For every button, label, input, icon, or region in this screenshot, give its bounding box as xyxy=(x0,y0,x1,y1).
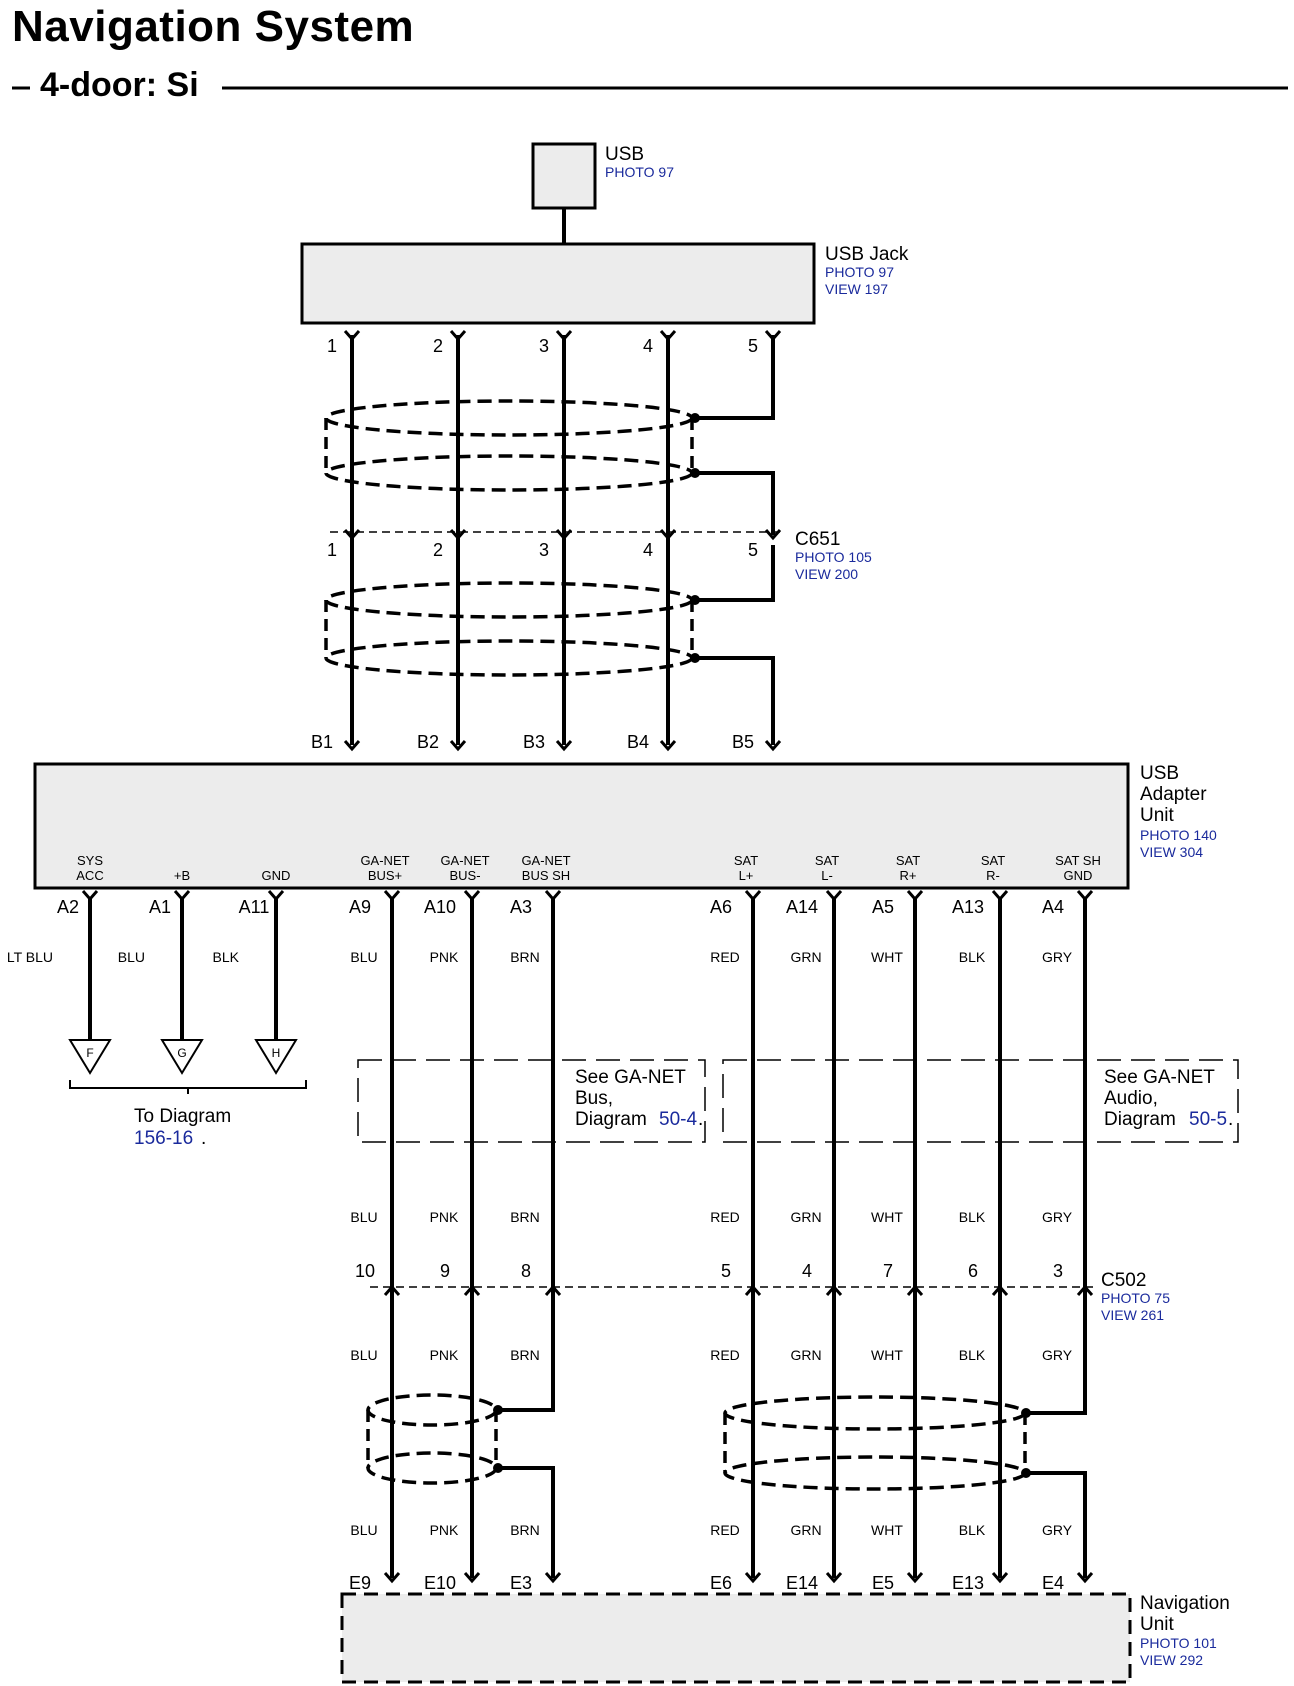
nav-e-pin-label: E13 xyxy=(951,1573,985,1593)
offpage-ref-letter: F xyxy=(86,1046,94,1060)
wire-color-label: PNK xyxy=(429,949,459,965)
navigation-unit-photo-link: PHOTO 101 xyxy=(1140,1635,1217,1651)
usb-shield-drain-wire xyxy=(695,335,773,418)
adapter-a-pin-label: A10 xyxy=(423,897,457,917)
adapter-sat-func-label: SAT xyxy=(814,853,840,868)
wire-color-label: WHT xyxy=(871,1522,903,1538)
ganet-bus-note-text: Diagram xyxy=(575,1109,647,1130)
nav-e-pin-label: E3 xyxy=(509,1573,533,1593)
usb-jack-pin-label: 1 xyxy=(326,336,338,356)
wire-color-label: GRN xyxy=(790,1347,822,1363)
offpage-ref-letter: H xyxy=(271,1046,281,1060)
usb-jack-pin-label: 4 xyxy=(642,336,654,356)
adapter-a-pin-label: A4 xyxy=(1041,897,1065,917)
nav-e-pin-label: E5 xyxy=(871,1573,895,1593)
wire-color-label: PNK xyxy=(429,1209,459,1225)
adapter-a-pin-label: A13 xyxy=(951,897,985,917)
usb-jack-label: USB Jack xyxy=(825,244,909,265)
wire-color-label: RED xyxy=(710,1209,740,1225)
wire-color-label: WHT xyxy=(871,1347,903,1363)
wire-color-label: BRN xyxy=(510,1209,540,1225)
usb-shield-top xyxy=(326,401,692,435)
c502-pin-label: 8 xyxy=(520,1261,532,1281)
wire-color-label: BLU xyxy=(350,1522,378,1538)
adapter-a-terminal xyxy=(827,891,841,899)
usb-adapter-label: Adapter xyxy=(1140,784,1207,805)
wire-color-label: PNK xyxy=(429,1347,459,1363)
nav-e-pin-label: E10 xyxy=(423,1573,457,1593)
wire-color-label: BRN xyxy=(510,1522,540,1538)
wire-color-label: BLK xyxy=(958,1209,986,1225)
to-diagram-ref-link: 156-16 xyxy=(134,1128,194,1149)
shield-splice-dot xyxy=(1021,1408,1031,1418)
wire-color-label: BLU xyxy=(350,949,378,965)
adapter-a-terminal xyxy=(385,891,399,899)
adapter-a-terminal xyxy=(269,891,283,899)
c651-view-link: VIEW 200 xyxy=(795,566,859,582)
adapter-a-pin-label: A3 xyxy=(509,897,533,917)
wire-color-label: GRY xyxy=(1041,1347,1073,1363)
ganet-shield-top xyxy=(368,1395,496,1425)
sat-shield-drain-wire xyxy=(1026,898,1085,1413)
adapter-sat-func-label: L- xyxy=(821,868,833,883)
navigation-unit-view-link: VIEW 292 xyxy=(1140,1652,1204,1668)
shield-splice-dot xyxy=(690,595,700,605)
adapter-a-pin-label: A1 xyxy=(148,897,172,917)
ganet-bus-note-text: Bus, xyxy=(575,1088,614,1109)
c502-label: C502 xyxy=(1101,1270,1147,1291)
nav-e-pin-label: E4 xyxy=(1041,1573,1065,1593)
wire-color-label: GRN xyxy=(790,1522,822,1538)
usb-adapter-label: USB xyxy=(1140,763,1180,784)
adapter-a-pin-label: A11 xyxy=(238,897,270,917)
ganet-shield-drain-wire xyxy=(498,898,553,1410)
navigation-unit-label: Navigation xyxy=(1140,1593,1230,1614)
adapter-power-func-label: SYS xyxy=(76,853,104,868)
wire-color-label: BLU xyxy=(350,1209,378,1225)
c651-pin-label: 2 xyxy=(432,540,444,560)
adapter-a-pin-label: A9 xyxy=(348,897,372,917)
wire-color-label: GRN xyxy=(790,1209,822,1225)
usb-jack-pin-label: 5 xyxy=(747,336,759,356)
wire-color-label: BRN xyxy=(510,949,540,965)
ganet-shield-bottom xyxy=(368,1453,496,1483)
wire-color-label: RED xyxy=(710,1522,740,1538)
wire-color-label: BLK xyxy=(212,949,239,965)
sat-shield-top xyxy=(725,1397,1025,1429)
ganet-audio-note-text: Diagram xyxy=(1104,1109,1176,1130)
usb-adapter-unit-box xyxy=(35,764,1128,888)
wire-color-label: PNK xyxy=(429,1522,459,1538)
usb-jack-box xyxy=(302,244,814,323)
ganet-bus-note-ref-link: 50-4 xyxy=(659,1109,698,1130)
adapter-sat-func-label: L+ xyxy=(738,868,754,883)
adapter-ganet-func-label: GA-NET xyxy=(440,853,490,868)
c502-pin-label: 6 xyxy=(967,1261,979,1281)
usb-adapter-view-link: VIEW 304 xyxy=(1140,844,1204,860)
c651-pin-label: 4 xyxy=(642,540,654,560)
c502-pin-label: 4 xyxy=(801,1261,813,1281)
wire-color-label: GRN xyxy=(790,949,822,965)
adapter-a-terminal xyxy=(546,891,560,899)
navigation-unit-label: Unit xyxy=(1140,1614,1174,1635)
wire-color-label: GRY xyxy=(1041,949,1073,965)
usb-label: USB xyxy=(605,144,645,165)
nav-e-pin-label: E14 xyxy=(785,1573,819,1593)
nav-e-pin-label: E6 xyxy=(709,1573,733,1593)
usb-shield-drain-wire xyxy=(695,545,773,600)
adapter-ganet-func-label: GA-NET xyxy=(360,853,410,868)
adapter-sat-func-label: SAT SH xyxy=(1055,853,1101,868)
adapter-ganet-func-label: BUS+ xyxy=(367,868,403,883)
adapter-power-func-label: GND xyxy=(261,868,291,883)
shield-splice-dot xyxy=(493,1463,503,1473)
usb-shield-top xyxy=(326,583,692,617)
usb-photo-link: PHOTO 97 xyxy=(605,164,674,180)
shield-splice-dot xyxy=(690,413,700,423)
usb-jack-pin-label: 2 xyxy=(432,336,444,356)
usb-adapter-photo-link: PHOTO 140 xyxy=(1140,827,1217,843)
c502-pin-label: 7 xyxy=(882,1261,894,1281)
wire-color-label: GRY xyxy=(1041,1522,1073,1538)
shield-splice-dot xyxy=(690,468,700,478)
adapter-a-terminal xyxy=(465,891,479,899)
adapter-ganet-func-label: BUS SH xyxy=(521,868,571,883)
adapter-sat-func-label: R+ xyxy=(899,868,917,883)
wire-color-label: RED xyxy=(710,1347,740,1363)
adapter-ganet-func-label: BUS- xyxy=(449,868,481,883)
navigation-unit-box xyxy=(342,1594,1130,1682)
shield-splice-dot xyxy=(493,1405,503,1415)
wire-color-label: BLK xyxy=(958,1522,986,1538)
c502-view-link: VIEW 261 xyxy=(1101,1307,1165,1323)
wire-color-label: BLK xyxy=(958,1347,986,1363)
page-subtitle: 4-door: Si xyxy=(40,66,199,104)
adapter-a-terminal xyxy=(83,891,97,899)
usb-shield-bottom xyxy=(326,456,692,490)
c651-photo-link: PHOTO 105 xyxy=(795,549,872,565)
c502-pin-label: 10 xyxy=(354,1261,376,1281)
wire-color-label: WHT xyxy=(871,1209,903,1225)
nav-e-pin-label: E9 xyxy=(348,1573,372,1593)
c502-pin-label: 3 xyxy=(1052,1261,1064,1281)
wire-color-label: BLU xyxy=(117,949,145,965)
c651-pin-label: 3 xyxy=(538,540,550,560)
wire-color-label: BRN xyxy=(510,1347,540,1363)
adapter-a-terminal xyxy=(908,891,922,899)
to-diagram-label: To Diagram xyxy=(134,1106,232,1127)
adapter-b-pin-label: B4 xyxy=(626,732,650,752)
usb-jack-view-link: VIEW 197 xyxy=(825,281,889,297)
c651-label: C651 xyxy=(795,529,841,550)
adapter-sat-func-label: SAT xyxy=(733,853,759,868)
adapter-a-pin-label: A6 xyxy=(709,897,733,917)
adapter-a-terminal xyxy=(993,891,1007,899)
usb-jack-photo-link: PHOTO 97 xyxy=(825,264,894,280)
usb-adapter-label: Unit xyxy=(1140,805,1174,826)
adapter-a-terminal xyxy=(746,891,760,899)
ganet-bus-note-text: See GA-NET xyxy=(575,1067,686,1088)
adapter-a-pin-label: A2 xyxy=(56,897,80,917)
page-title: Navigation System xyxy=(12,2,415,51)
ganet-audio-note-ref-link: 50-5 xyxy=(1189,1109,1228,1130)
c651-pin-label: 5 xyxy=(747,540,759,560)
adapter-a-pin-label: A14 xyxy=(785,897,819,917)
usb-jack-pin-label: 3 xyxy=(538,336,550,356)
adapter-ganet-func-label: GA-NET xyxy=(521,853,571,868)
usb-connector-box xyxy=(533,144,595,208)
adapter-power-func-label: ACC xyxy=(76,868,104,883)
ganet-audio-note-text: Audio, xyxy=(1104,1088,1158,1109)
shield-splice-dot xyxy=(690,653,700,663)
shield-splice-dot xyxy=(1021,1468,1031,1478)
wire-color-label: BLU xyxy=(350,1347,378,1363)
c502-pin-label: 9 xyxy=(439,1261,451,1281)
to-diagram-suffix: . xyxy=(201,1128,207,1149)
adapter-b-pin-label: B5 xyxy=(731,732,755,752)
to-diagram-bracket xyxy=(70,1080,306,1088)
adapter-sat-func-label: SAT xyxy=(895,853,921,868)
wire-color-label: LT BLU xyxy=(6,949,53,965)
wire-color-label: GRY xyxy=(1041,1209,1073,1225)
sat-shield-bottom xyxy=(725,1457,1025,1489)
wire-color-label: WHT xyxy=(871,949,903,965)
adapter-b-pin-label: B2 xyxy=(416,732,440,752)
c651-pin-label: 1 xyxy=(326,540,338,560)
ganet-audio-note-suffix: . xyxy=(1228,1109,1234,1130)
adapter-a-pin-label: A5 xyxy=(871,897,895,917)
offpage-ref-letter: G xyxy=(177,1046,187,1060)
adapter-a-terminal xyxy=(175,891,189,899)
usb-shield-bottom xyxy=(326,641,692,675)
adapter-power-func-label: +B xyxy=(173,868,191,883)
c502-pin-label: 5 xyxy=(720,1261,732,1281)
adapter-sat-func-label: SAT xyxy=(980,853,1006,868)
wire-color-label: RED xyxy=(710,949,740,965)
adapter-b-pin-label: B3 xyxy=(522,732,546,752)
c502-photo-link: PHOTO 75 xyxy=(1101,1290,1170,1306)
ganet-bus-note-suffix: . xyxy=(698,1109,704,1130)
adapter-b-pin-label: B1 xyxy=(310,732,334,752)
adapter-a-terminal xyxy=(1078,891,1092,899)
wire-color-label: BLK xyxy=(958,949,986,965)
usb-shield-drain-wire xyxy=(695,473,773,535)
adapter-sat-func-label: GND xyxy=(1063,868,1093,883)
adapter-sat-func-label: R- xyxy=(986,868,1000,883)
ganet-audio-note-text: See GA-NET xyxy=(1104,1067,1215,1088)
